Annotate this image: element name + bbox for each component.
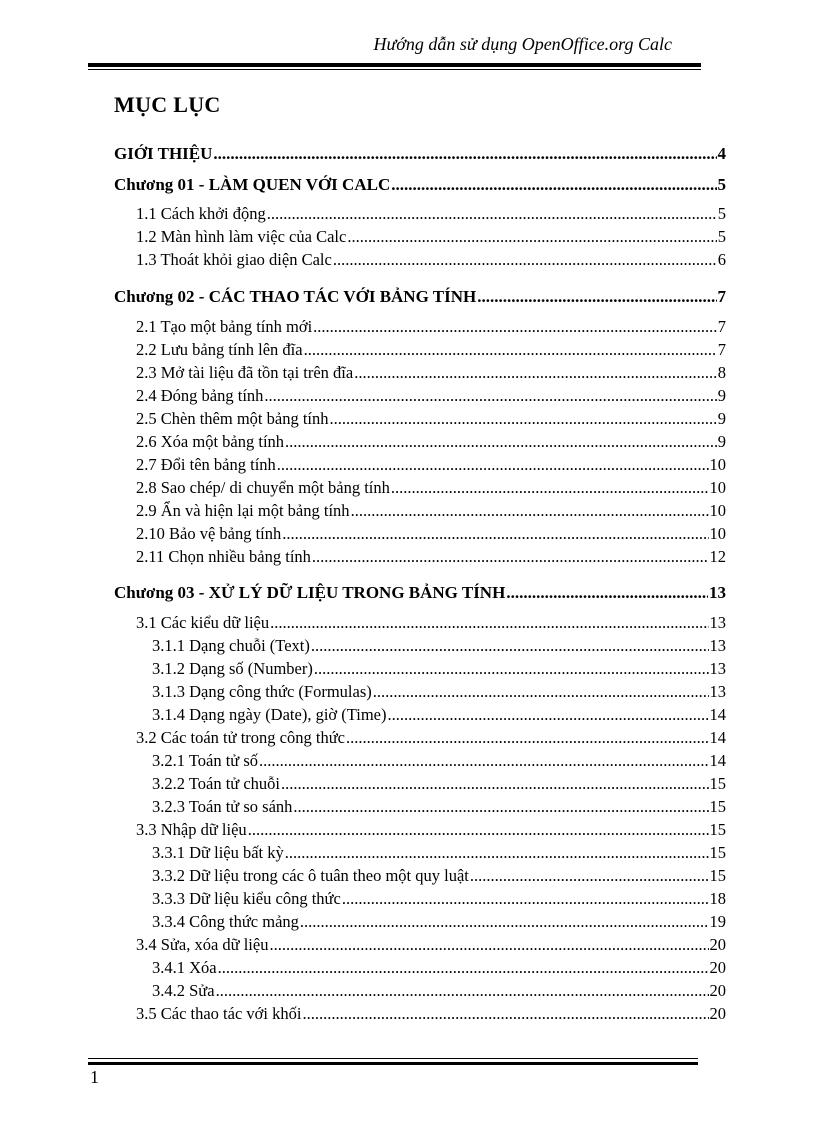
toc-entry-page: 7 — [717, 287, 726, 306]
toc-section-entry[interactable] — [136, 249, 726, 270]
page-number: 1 — [90, 1067, 99, 1087]
toc-entry-label: 3.3.4 Công thức mảng — [152, 912, 299, 931]
toc-entry-page: 15 — [709, 820, 726, 839]
toc-leader-dots — [304, 339, 717, 360]
toc-leader-dots — [270, 612, 708, 633]
toc-section-entry[interactable] — [152, 704, 726, 725]
toc-section-entry[interactable] — [136, 477, 726, 498]
toc-entry-label: 2.8 Sao chép/ di chuyển một bảng tính — [136, 478, 390, 497]
toc-entry-label: 3.3 Nhập dữ liệu — [136, 820, 247, 839]
toc-entry-page: 19 — [709, 912, 726, 931]
toc-section-entry[interactable] — [136, 408, 726, 429]
toc-entry-page: 15 — [709, 797, 726, 816]
toc-entry-page: 9 — [717, 432, 726, 451]
toc-entry-page: 13 — [709, 613, 726, 632]
toc-entry-label: 3.2.1 Toán tử số — [152, 751, 259, 770]
toc-entry-page: 14 — [709, 751, 726, 770]
toc-entry-page: 10 — [709, 501, 726, 520]
toc-entry-page: 10 — [709, 478, 726, 497]
toc-leader-dots — [347, 226, 716, 247]
toc-entry-label: 1.3 Thoát khỏi giao diện Calc — [136, 250, 332, 269]
toc-leader-dots — [342, 888, 709, 909]
toc-entry-label: 2.3 Mở tài liệu đã tồn tại trên đĩa — [136, 363, 354, 382]
toc-section-entry[interactable] — [152, 750, 726, 771]
toc-leader-dots — [293, 796, 708, 817]
toc-entry-page: 13 — [709, 583, 726, 602]
toc-leader-dots — [285, 431, 717, 452]
toc-entry-page: 18 — [709, 889, 726, 908]
toc-leader-dots — [333, 249, 717, 270]
running-header-title: Hướng dẫn sử dụng OpenOffice.org Calc — [373, 34, 672, 54]
toc-entry-label: 1.2 Màn hình làm việc của Calc — [136, 227, 347, 246]
toc-entry-label: 3.2 Các toán tử trong công thức — [136, 728, 345, 747]
toc-entry-label: 3.2.3 Toán tử so sánh — [152, 797, 293, 816]
toc-entry-label: 2.11 Chọn nhiều bảng tính — [136, 547, 311, 566]
toc-entry-page: 20 — [709, 935, 726, 954]
toc-entry-page: 10 — [709, 524, 726, 543]
toc-leader-dots — [373, 681, 709, 702]
toc-leader-dots — [312, 546, 709, 567]
toc-section-entry[interactable] — [136, 546, 726, 567]
toc-entry-page: 15 — [709, 866, 726, 885]
toc-leader-dots — [248, 819, 709, 840]
toc-leader-dots — [277, 454, 709, 475]
toc-leader-dots — [329, 408, 716, 429]
toc-entry-page: 4 — [717, 144, 726, 163]
toc-entry-page: 20 — [709, 981, 726, 1000]
footer-rule-thin — [88, 1058, 698, 1059]
toc-entry-label: 3.4.1 Xóa — [152, 958, 217, 977]
toc-entry-page: 15 — [709, 843, 726, 862]
toc-section-entry[interactable] — [136, 1003, 726, 1024]
toc-entry-page: 15 — [709, 774, 726, 793]
toc-leader-dots — [506, 582, 708, 603]
toc-entry-label: 1.1 Cách khởi động — [136, 204, 266, 223]
toc-section-entry[interactable] — [136, 612, 726, 633]
toc-chapter-entry[interactable] — [114, 582, 726, 603]
toc-leader-dots — [313, 316, 717, 337]
toc-leader-dots — [391, 477, 709, 498]
toc-entry-page: 10 — [709, 455, 726, 474]
toc-entry-page: 14 — [709, 728, 726, 747]
toc-entry-page: 5 — [717, 204, 726, 223]
toc-entry-page: 7 — [717, 340, 726, 359]
toc-entry-label: 2.10 Bảo vệ bảng tính — [136, 524, 282, 543]
footer-rule-thick — [88, 1062, 698, 1065]
toc-leader-dots — [314, 658, 709, 679]
toc-section-entry[interactable] — [152, 635, 726, 656]
toc-entry-label: 3.3.3 Dữ liệu kiểu công thức — [152, 889, 341, 908]
toc-entry-page: 9 — [717, 386, 726, 405]
toc-leader-dots — [388, 704, 709, 725]
toc-leader-dots — [267, 203, 717, 224]
toc-leader-dots — [302, 1003, 708, 1024]
toc-section-entry[interactable] — [152, 773, 726, 794]
toc-entry-label: 2.5 Chèn thêm một bảng tính — [136, 409, 329, 428]
toc-entry-label: Chương 03 - XỬ LÝ DỮ LIỆU TRONG BẢNG TÍNH — [114, 583, 506, 602]
toc-section-entry[interactable] — [136, 362, 726, 383]
toc-entry-label: 2.2 Lưu bảng tính lên đĩa — [136, 340, 303, 359]
toc-chapter-entry[interactable] — [114, 143, 726, 164]
toc-entry-label: Chương 02 - CÁC THAO TÁC VỚI BẢNG TÍNH — [114, 287, 477, 306]
toc-entry-page: 7 — [717, 317, 726, 336]
toc-leader-dots — [259, 750, 708, 771]
toc-leader-dots — [346, 727, 709, 748]
toc-section-entry[interactable] — [136, 934, 726, 955]
toc-section-entry[interactable] — [136, 500, 726, 521]
toc-section-entry[interactable] — [136, 454, 726, 475]
toc-section-entry[interactable] — [152, 980, 726, 1001]
toc-entry-page: 6 — [717, 250, 726, 269]
toc-entry-page: 20 — [709, 958, 726, 977]
toc-leader-dots — [281, 773, 708, 794]
toc-leader-dots — [391, 174, 716, 195]
toc-chapter-entry[interactable] — [114, 286, 726, 307]
toc-entry-label: 3.5 Các thao tác với khối — [136, 1004, 302, 1023]
toc-entry-label: 3.1.1 Dạng chuỗi (Text) — [152, 636, 310, 655]
toc-entry-page: 13 — [709, 659, 726, 678]
toc-entry-label: 2.4 Đóng bảng tính — [136, 386, 264, 405]
toc-entry-label: 3.4 Sửa, xóa dữ liệu — [136, 935, 269, 954]
toc-section-entry[interactable] — [136, 339, 726, 360]
toc-section-entry[interactable] — [136, 203, 726, 224]
toc-section-entry[interactable] — [136, 226, 726, 247]
toc-entry-label: 2.9 Ẩn và hiện lại một bảng tính — [136, 501, 350, 520]
toc-entry-page: 14 — [709, 705, 726, 724]
toc-section-entry[interactable] — [152, 888, 726, 909]
toc-leader-dots — [216, 980, 709, 1001]
toc-leader-dots — [285, 842, 709, 863]
toc-entry-page: 20 — [709, 1004, 726, 1023]
toc-leader-dots — [269, 934, 708, 955]
toc-entry-page: 8 — [717, 363, 726, 382]
toc-section-entry[interactable] — [152, 842, 726, 863]
toc-entry-label: 3.4.2 Sửa — [152, 981, 215, 1000]
toc-section-entry[interactable] — [152, 911, 726, 932]
toc-leader-dots — [282, 523, 708, 544]
toc-entry-page: 12 — [709, 547, 726, 566]
toc-entry-page: 13 — [709, 682, 726, 701]
toc-entry-label: 3.3.2 Dữ liệu trong các ô tuân theo một quy luật — [152, 866, 469, 885]
toc-entry-label: 3.1.4 Dạng ngày (Date), giờ (Time) — [152, 705, 387, 724]
toc-entry-label: 3.1.2 Dạng số (Number) — [152, 659, 313, 678]
toc-entry-page: 5 — [717, 227, 726, 246]
toc-entry-page: 13 — [709, 636, 726, 655]
toc-section-entry[interactable] — [136, 385, 726, 406]
toc-section-entry[interactable] — [136, 727, 726, 748]
toc-leader-dots — [300, 911, 709, 932]
toc-entry-label: GIỚI THIỆU — [114, 144, 213, 163]
toc-section-entry[interactable] — [152, 658, 726, 679]
toc-chapter-entry[interactable] — [114, 174, 726, 195]
toc-heading: MỤC LỤC — [114, 92, 221, 117]
toc-leader-dots — [477, 286, 716, 307]
toc-leader-dots — [213, 143, 716, 164]
toc-entry-label: 3.1 Các kiểu dữ liệu — [136, 613, 270, 632]
toc-entry-page: 9 — [717, 409, 726, 428]
toc-section-entry[interactable] — [136, 819, 726, 840]
toc-entry-label: 2.1 Tạo một bảng tính mới — [136, 317, 313, 336]
toc-entry-page: 5 — [717, 175, 726, 194]
toc-leader-dots — [264, 385, 716, 406]
toc-section-entry[interactable] — [152, 681, 726, 702]
toc-leader-dots — [351, 500, 709, 521]
toc-section-entry[interactable] — [152, 957, 726, 978]
toc-leader-dots — [218, 957, 709, 978]
toc-entry-label: 2.6 Xóa một bảng tính — [136, 432, 285, 451]
toc-entry-label: 3.3.1 Dữ liệu bất kỳ — [152, 843, 284, 862]
toc-entry-label: 2.7 Đổi tên bảng tính — [136, 455, 276, 474]
toc-section-entry[interactable] — [152, 796, 726, 817]
toc-entry-label: 3.2.2 Toán tử chuỗi — [152, 774, 281, 793]
toc-leader-dots — [354, 362, 717, 383]
toc-section-entry[interactable] — [136, 431, 726, 452]
toc-entry-label: 3.1.3 Dạng công thức (Formulas) — [152, 682, 372, 701]
toc-leader-dots — [470, 865, 709, 886]
toc-section-entry[interactable] — [136, 316, 726, 337]
toc-section-entry[interactable] — [136, 523, 726, 544]
toc-entry-label: Chương 01 - LÀM QUEN VỚI CALC — [114, 175, 391, 194]
toc-section-entry[interactable] — [152, 865, 726, 886]
toc-leader-dots — [311, 635, 709, 656]
